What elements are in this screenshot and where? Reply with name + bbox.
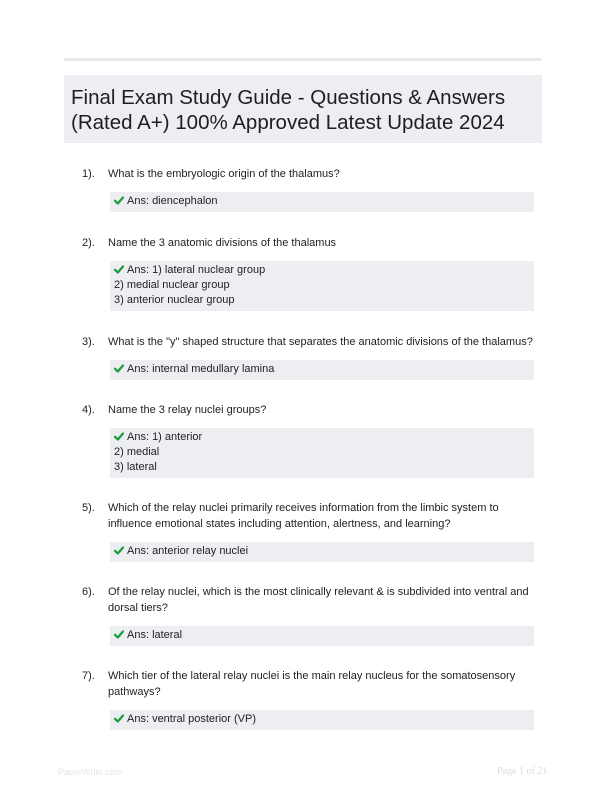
- check-icon: [114, 432, 124, 441]
- answer-line: Ans: internal medullary lamina: [127, 363, 275, 375]
- page-title-line-1: Final Exam Study Guide - Questions & Answers: [71, 86, 506, 109]
- answer-box: [110, 542, 534, 562]
- answer-line: Ans: anterior relay nuclei: [127, 545, 249, 557]
- question-text: Name the 3 anatomic divisions of the thalamus: [108, 237, 337, 249]
- answer-line: 3) anterior nuclear group: [114, 294, 235, 306]
- question-number: 2).: [82, 237, 95, 249]
- question-text: Of the relay nuclei, which is the most clinically relevant & is subdivided into ventral and dorsal tiers?: [108, 586, 529, 614]
- title-box: [64, 75, 542, 143]
- question-number: 6).: [82, 586, 95, 598]
- question-number: 3).: [82, 336, 95, 348]
- question-text: Which of the relay nuclei primarily receives information from the limbic system to influence emotional states including attention, alertness, and learning?: [108, 502, 499, 530]
- qa-item-7: [82, 668, 542, 730]
- answer-line: Ans: diencephalon: [127, 195, 218, 207]
- answer-line: Ans: lateral: [127, 629, 183, 641]
- answer-line: 2) medial nuclear group: [114, 279, 230, 291]
- answer-line: Ans: ventral posterior (VP): [127, 713, 256, 725]
- answer-box: [110, 626, 534, 646]
- page-number: Page 1 of 21: [497, 766, 548, 777]
- answer-box: [110, 710, 534, 730]
- check-icon: [114, 630, 124, 639]
- question-text: Which tier of the lateral relay nuclei is the main relay nucleus for the somatosensory pathways?: [108, 670, 516, 698]
- question-number: 5).: [82, 502, 95, 514]
- qa-item-6: [82, 584, 542, 646]
- answer-box: [110, 261, 534, 311]
- qa-item-2: [82, 235, 542, 311]
- question-number: 7).: [82, 670, 95, 682]
- qa-item-4: [82, 402, 542, 478]
- answer-box: [110, 192, 534, 212]
- answer-line: 3) lateral: [114, 461, 157, 473]
- question-text: Name the 3 relay nuclei groups?: [108, 404, 267, 416]
- check-icon: [114, 364, 124, 373]
- question-text: What is the "y" shaped structure that separates the anatomic divisions of the thalamus?: [108, 336, 533, 348]
- footer-watermark: PaperWrite.com: [58, 767, 123, 777]
- check-icon: [114, 714, 124, 723]
- question-number: 1).: [82, 168, 95, 180]
- question-number: 4).: [82, 404, 95, 416]
- check-icon: [114, 196, 124, 205]
- qa-item-1: [82, 166, 542, 212]
- answer-line: Ans: 1) anterior: [127, 431, 203, 443]
- top-rule: [64, 58, 542, 61]
- answer-line: Ans: 1) lateral nuclear group: [127, 264, 266, 276]
- page-title-line-2: (Rated A+) 100% Approved Latest Update 2024: [71, 111, 505, 134]
- answer-box: [110, 360, 534, 380]
- question-text: What is the embryologic origin of the thalamus?: [108, 168, 340, 180]
- answer-line: 2) medial: [114, 446, 160, 458]
- check-icon: [114, 265, 124, 274]
- qa-item-3: [82, 334, 542, 380]
- qa-item-5: [82, 500, 542, 562]
- check-icon: [114, 546, 124, 555]
- answer-box: [110, 428, 534, 478]
